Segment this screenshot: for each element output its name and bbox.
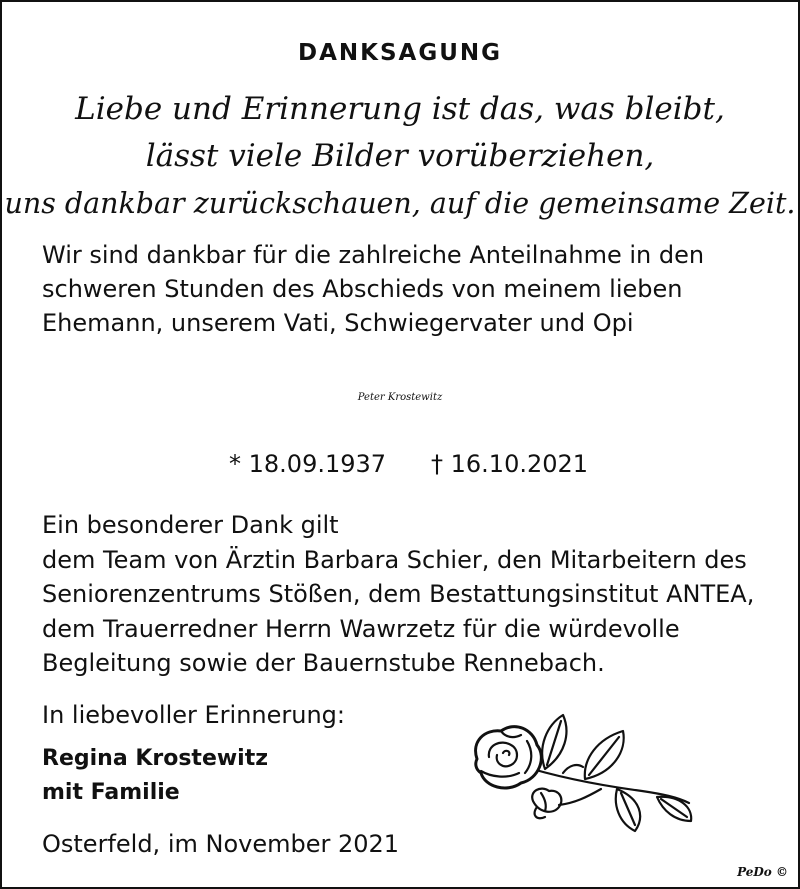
place-date: Osterfeld, im November 2021 — [42, 830, 400, 858]
signer-name: Regina Krostewitz — [42, 746, 269, 771]
notice-heading: DANKSAGUNG — [297, 40, 502, 66]
closing-line: In liebevoller Erinnerung: — [42, 701, 345, 729]
poem-line: uns dankbar zurückschauen, auf die gemeinsame Zeit. — [4, 187, 796, 220]
intro-line: schweren Stunden des Abschieds von meinem lieben — [42, 275, 683, 303]
thanks-line: Seniorenzentrums Stößen, dem Bestattungsinstitut ANTEA, — [42, 580, 755, 608]
thanks-line: dem Trauerredner Herrn Wawrzetz für die würdevolle — [42, 614, 680, 643]
signers — [42, 742, 268, 810]
rose-icon — [467, 707, 697, 837]
intro-line: Ehemann, unserem Vati, Schwiegervater und Opi — [42, 309, 634, 337]
signer-family: mit Familie — [42, 780, 180, 805]
birth-date: * 18.09.1937 — [229, 450, 387, 478]
designer-credit: PeDo © — [737, 865, 788, 879]
intro-text — [42, 238, 782, 340]
thanks-line: dem Team von Ärztin Barbara Schier, den Mitarbeitern des — [42, 545, 747, 574]
thanks-line: Ein besonderer Dank gilt — [42, 511, 339, 539]
poem-line: lässt viele Bilder vorüberziehen, — [145, 138, 655, 174]
poem — [2, 86, 798, 227]
deceased-name: Peter Krostewitz — [357, 392, 443, 403]
death-date: † 16.10.2021 — [431, 450, 589, 478]
thanks-line: Begleitung sowie der Bauernstube Rennebach. — [42, 649, 605, 677]
thanks-text — [42, 508, 782, 681]
poem-line: Liebe und Erinnerung ist das, was bleibt, — [75, 91, 725, 127]
intro-line: Wir sind dankbar für die zahlreiche Anteilnahme in den — [42, 241, 705, 269]
